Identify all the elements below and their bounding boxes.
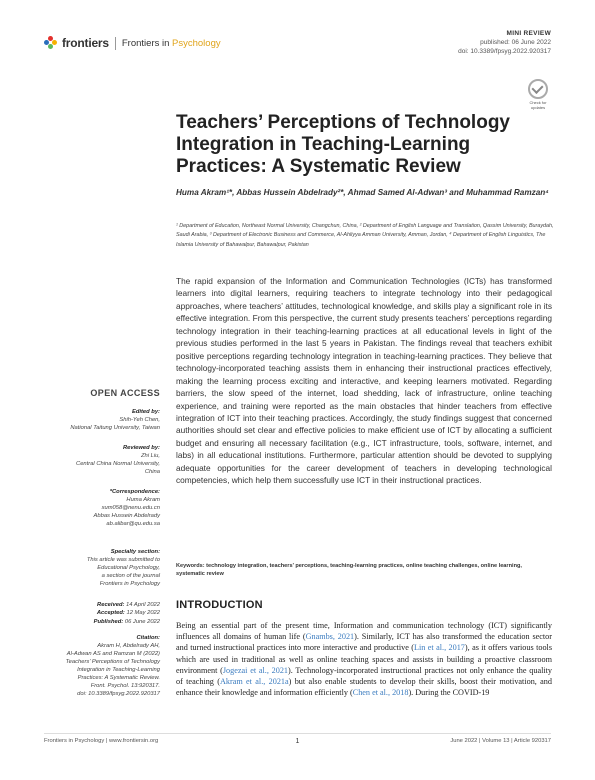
- page-footer: [44, 738, 551, 748]
- section-heading-introduction: INTRODUCTION: [176, 599, 263, 611]
- check-updates-icon: [528, 79, 548, 99]
- citation-link[interactable]: Gnambs, 2021: [305, 632, 355, 642]
- check-updates-label: Check for updates: [529, 100, 547, 110]
- published-date: published: 06 June 2022: [480, 39, 551, 46]
- page-number: 1: [295, 738, 300, 745]
- email-link[interactable]: xum058@nenu.edu.cn: [101, 505, 160, 511]
- frontiers-logo-icon: [44, 36, 58, 50]
- keywords: Keywords: technology integration, teachers’ perceptions, teaching-learning practices, online teaching challenges, online learning, systematic review: [176, 563, 522, 577]
- citation-doi-link[interactable]: doi: 10.3389/fpsyg.2022.920317: [77, 691, 160, 697]
- author-list: Huma Akram¹*, Abbas Hussein Abdelrady²*, Ahmad Samed Al-Adwan³ and Muhammad Ramzan⁴: [176, 188, 549, 197]
- email-link[interactable]: ab.alibar@qu.edu.sa: [106, 521, 160, 527]
- citation-link[interactable]: Chen et al., 2018: [352, 688, 409, 698]
- logo-divider: [115, 37, 116, 50]
- footer-divider: [44, 733, 551, 734]
- frontiers-logo[interactable]: [44, 36, 221, 50]
- citation-link[interactable]: Akram et al., 2021a: [219, 677, 289, 687]
- check-for-updates-button[interactable]: [525, 79, 551, 110]
- doi-link[interactable]: doi: 10.3389/fpsyg.2022.920317: [458, 48, 551, 55]
- article-title: Teachers’ Perceptions of Technology Integration in Teaching-Learning Practices: A Systematic Review: [176, 112, 510, 177]
- affiliations: ¹ Department of Education, Northeast Normal University, Changchun, China, ² Department of English Language and Translation, Qassim University, Buraydah, Saudi Arabia, ³ Department of Electronic Business and Commerce, Al-Ahliyya Amman University, Amman, Jordan, ⁴ Department of English Linguistics, The Islamia University of Bahawalpur, Bahawalpur, Pakistan: [176, 223, 554, 248]
- footer-issue-info: June 2022 | Volume 13 | Article 920317: [450, 738, 551, 744]
- article-type: MINI REVIEW: [506, 30, 551, 37]
- introduction-paragraph: Being an essential part of the present time, Information and communication technology (ICT) significantly influences all domains of human life (Gnambs, 2021). Similarly, ICT has also transformed the education sector and turned instructional practices into more interactive and productive (Lin et al., 2017), as it offers various tools which are used in traditional as well as online teaching spaces and assists in building a proactive classroom environment (Jogezai et al., 2021). Technology-incorporated instructional practices not only enhance the quality of teaching (Akram et al., 2021a) but also enable students to develop their skills, boost their motivation, and enhance their knowledge and information efficiently (Chen et al., 2018). During the COVID-19: [176, 621, 552, 698]
- article-meta: [458, 29, 551, 56]
- edited-by: Edited by: Shih-Yeh Chen, National Taitung University, Taiwan: [70, 409, 160, 431]
- specialty-section: Specialty section: This article was submitted to Educational Psychology, a section of the journal Frontiers in Psychology: [86, 549, 160, 587]
- brand-name: frontiers: [62, 36, 109, 50]
- citation-link[interactable]: Lin et al., 2017: [414, 643, 465, 653]
- footer-journal-link[interactable]: Frontiers in Psychology | www.frontiersin.org: [44, 738, 159, 744]
- correspondence: *Correspondence: Huma Akram xum058@nenu.edu.cn Abbas Hussein Abdelrady ab.alibar@qu.edu.sa: [93, 489, 160, 527]
- reviewed-by: Reviewed by: Zhi Liu, Central China Normal University, China: [76, 445, 160, 475]
- journal-name: Frontiers in Psychology: [121, 37, 221, 49]
- article-dates: Received: 14 April 2022 Accepted: 12 May 2022 Published: 06 June 2022: [93, 602, 160, 625]
- abstract: The rapid expansion of the Information and Communication Technologies (ICTs) has transformed learners into digital learners, requiring teachers to integrate technology into their pedagogical approaches, where teachers’ attitudes, technological knowledge, and skills play a significant role in its effective integration. From this perspective, the current study presents teachers’ perceptions regarding technology integration in their teaching-learning practices at all educational levels in light of the previous studies performed in the last 5 years in Pakistan. The findings reveal that teachers exhibit positive perceptions regarding technology integration in teaching-learning practices. They believe that technology-incorporated teaching assists them in enhancing their instructional practices effectively, making the learning process exciting and interactive, and keeping learners motivated. Regarding barriers, the slow speed of the internet, load shedding, lack of infrastructure, online teaching experience, and training were reported as the main obstacles that hinder teachers from effective integration of ICT into their teaching practices. Accordingly, the study findings suggest that concerned authorities should set clear and effective policies to make efficient use of ICT by allocating a sufficient budget and ensuring all necessary facilitation (e.g., ICT infrastructure, tools, software, internet, and labs) in all educational institutions. Furthermore, particular attention should be devoted to supplying adequate opportunities for the career development of teachers in developing technological competencies, which help them successfully use ICT in their instructional practices.: [176, 276, 552, 486]
- citation-link[interactable]: Jogezai et al., 2021: [222, 665, 289, 675]
- open-access-label: OPEN ACCESS: [90, 388, 160, 398]
- citation-block: Citation: Akram H, Abdelrady AH, Al-Adwan AS and Ramzan M (2022) Teachers’ Perceptions of Technology Integration in Teaching-Learning Practices: A Systematic Review. Front. Psychol. 13:920317. doi: 10.3389/fpsyg.2022.920317: [65, 635, 160, 697]
